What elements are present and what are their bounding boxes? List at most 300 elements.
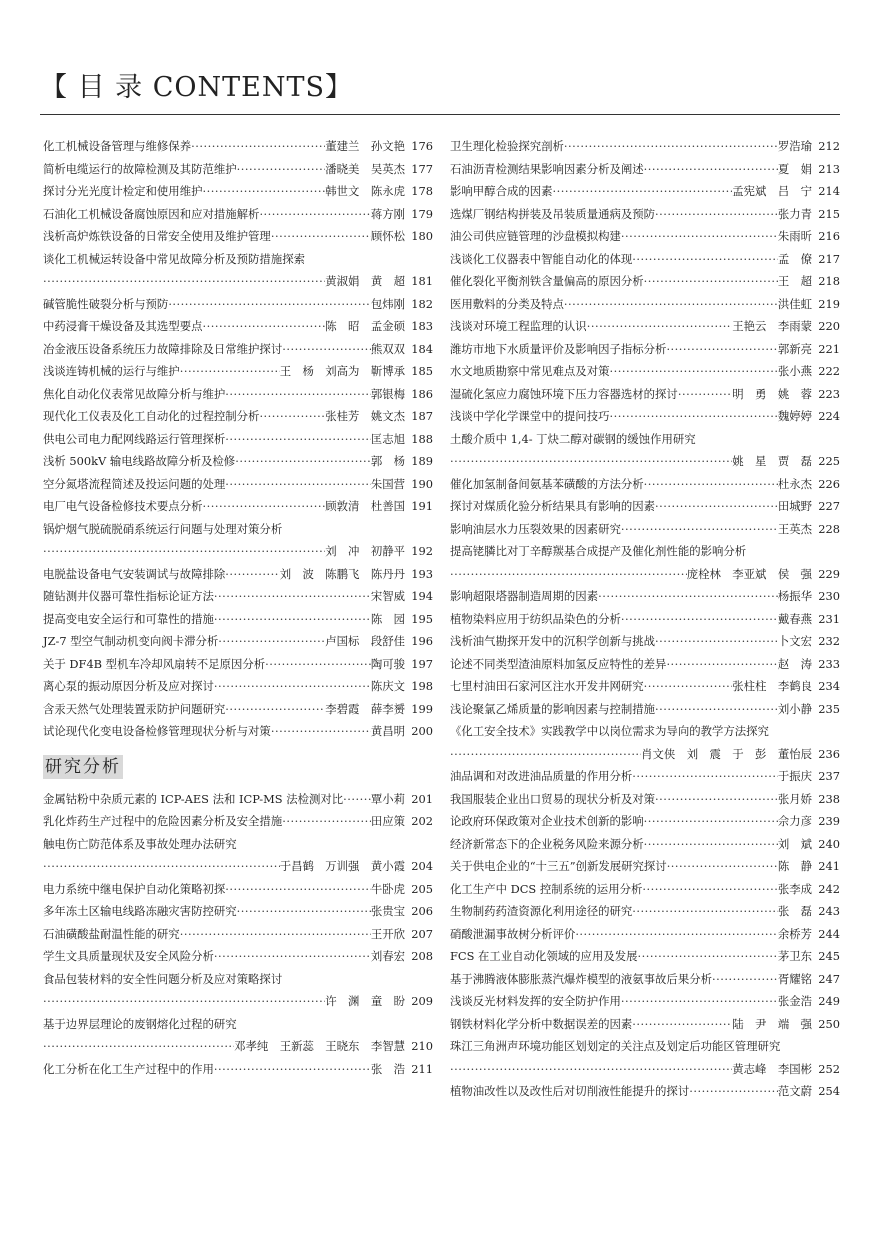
toc-header [40, 68, 840, 108]
entry-authors: 茅卫东 [777, 949, 812, 963]
entry-title: 探讨分光光度计检定和使用维护 [43, 184, 203, 198]
toc-entry [450, 180, 840, 203]
leader-dots [655, 203, 778, 226]
entry-title: 论述不同类型渣油原料加氢反应特性的差异 [450, 656, 667, 671]
entry-authors: 朱国营 [370, 476, 405, 491]
leader-dots [202, 180, 325, 203]
entry-title: 试论现代化变电设备检修管理现状分析与对策 [43, 724, 271, 738]
entry-page-number: 220 [818, 319, 840, 333]
entry-authors: 于昌鹤 万训强 黄小霞 [279, 859, 405, 873]
toc-entry [43, 180, 433, 203]
entry-title: FCS 在工业自动化领域的应用及发展 [450, 949, 638, 963]
entry-title: 医用敷料的分类及特点 [450, 296, 564, 311]
toc-entry-row [43, 923, 433, 946]
leader-dots [678, 383, 732, 406]
entry-page-number: 239 [818, 814, 840, 828]
leader-dots [450, 450, 732, 473]
entry-authors: 郭银梅 [370, 386, 405, 401]
toc-entry-row [450, 968, 840, 991]
toc-entry-row [450, 248, 840, 271]
toc-entry [450, 293, 840, 316]
entry-authors: 于振庆 [777, 769, 812, 783]
entry-authors: 魏婷婷 [777, 409, 812, 423]
toc-entry-row [43, 248, 433, 271]
leader-dots [642, 878, 777, 901]
entry-authors: 刘春宏 [370, 949, 405, 963]
entry-page-number: 241 [818, 859, 840, 873]
leader-dots [214, 1058, 371, 1081]
toc-entry [450, 428, 840, 451]
leader-dots [689, 1080, 778, 1103]
leader-dots [644, 675, 733, 698]
entry-page-number: 205 [411, 881, 433, 896]
leader-dots [271, 720, 371, 743]
leader-dots [655, 630, 778, 653]
leader-dots [237, 900, 371, 923]
toc-entry-row [450, 180, 840, 203]
entry-title: 化工分析在化工生产过程中的作用 [43, 1061, 214, 1076]
entry-page-number: 194 [411, 589, 433, 603]
entry-authors: 王开欣 [370, 926, 405, 941]
toc-entry [43, 135, 433, 158]
leader-dots [644, 473, 778, 496]
toc-entry [43, 878, 433, 901]
toc-entry [450, 608, 840, 631]
entry-page-number: 223 [818, 386, 840, 401]
leader-dots [202, 495, 325, 518]
entry-title: 焦化自动化仪表常见故障分析与维护 [43, 386, 226, 401]
entry-page-number: 182 [411, 296, 433, 311]
leader-dots [214, 585, 371, 608]
toc-entry [450, 473, 840, 496]
entry-page-number: 211 [411, 1061, 433, 1076]
toc-entry-row [450, 360, 840, 383]
entry-authors: 田应策 [370, 814, 405, 828]
entry-page-number: 178 [411, 184, 433, 198]
entry-authors: 张月娇 [777, 791, 812, 806]
entry-authors: 罗浩瑜 [777, 139, 812, 153]
toc-entry [43, 338, 433, 361]
entry-authors: 郭新亮 [777, 341, 812, 356]
leader-dots [621, 990, 778, 1013]
entry-authors: 赵 涛 [777, 656, 812, 671]
toc-entry [43, 1013, 433, 1036]
toc-entry [43, 585, 433, 608]
leader-dots [43, 855, 280, 878]
entry-page-number: 240 [818, 836, 840, 851]
entry-authors: 张力青 [777, 206, 812, 221]
entry-title: 钢铁材料化学分析中数据误差的因素 [450, 1016, 633, 1031]
toc-entry-row [43, 720, 433, 743]
toc-entry [43, 945, 433, 968]
entry-title: 影响超限塔器制造周期的因素 [450, 589, 599, 603]
toc-entry [43, 405, 433, 428]
toc-entry-row [450, 630, 840, 653]
toc-entry-row [43, 833, 433, 856]
entry-title: 食品包装材料的安全性问题分析及应对策略探讨 [43, 971, 283, 986]
toc-entry-row [43, 405, 433, 428]
entry-page-number: 231 [818, 611, 840, 626]
entry-page-number: 236 [818, 746, 840, 761]
toc-entry [43, 968, 433, 991]
leader-dots [235, 450, 371, 473]
leader-dots [214, 945, 371, 968]
toc-entry-row [43, 990, 433, 1013]
toc-column-right [450, 135, 840, 1103]
toc-entry-row [450, 743, 840, 766]
entry-page-number: 212 [818, 139, 840, 153]
entry-title: 化工生产中 DCS 控制系统的运用分析 [450, 881, 643, 896]
leader-dots [237, 158, 326, 181]
toc-entry [450, 810, 840, 833]
toc-entry [450, 900, 840, 923]
toc-entry-row [43, 158, 433, 181]
entry-authors: 范文蔚 [777, 1084, 812, 1098]
entry-page-number: 234 [818, 679, 840, 693]
leader-dots [655, 788, 778, 811]
toc-entry-row [43, 1035, 433, 1058]
leader-dots [343, 788, 371, 811]
entry-authors: 杜永杰 [777, 476, 812, 491]
entry-title: 基于沸腾液体膨胀蒸汽爆炸模型的液氨事故后果分析 [450, 971, 712, 986]
toc-entry [43, 720, 433, 743]
entry-title: 土酸介质中 1,4- 丁炔二醇对碳钢的缓蚀作用研究 [450, 431, 696, 446]
toc-entry-row [450, 810, 840, 833]
toc-entry-row [450, 833, 840, 856]
toc-entry [43, 360, 433, 383]
leader-dots [644, 158, 778, 181]
entry-page-number: 210 [411, 1039, 433, 1053]
entry-page-number: 183 [411, 319, 433, 333]
entry-title: 七里村油田石家河区注水开发井网研究 [450, 679, 644, 693]
toc-entry [450, 1013, 840, 1036]
toc-entry-row [450, 1058, 840, 1081]
entry-title: 多年冻土区输电线路冻融灾害防控研究 [43, 904, 237, 918]
toc-entry [43, 810, 433, 833]
leader-dots [450, 563, 687, 586]
toc-entry [450, 743, 840, 766]
toc-entry-row [43, 495, 433, 518]
toc-entry [450, 248, 840, 271]
entry-page-number: 189 [411, 454, 433, 468]
toc-entry [43, 270, 433, 293]
entry-title: 珠江三角洲声环境功能区划划定的关注点及划定后功能区管理研究 [450, 1039, 781, 1053]
toc-entry [450, 968, 840, 991]
entry-page-number: 224 [818, 409, 840, 423]
toc-entry-row [450, 225, 840, 248]
toc-entry-row [43, 360, 433, 383]
toc-entry [43, 1035, 433, 1058]
entry-title: 浅谈反光材料发挥的安全防护作用 [450, 994, 621, 1008]
toc-entry-row [450, 428, 840, 451]
leader-dots [180, 923, 371, 946]
toc-entry [450, 338, 840, 361]
entry-title: 提高变电安全运行和可靠性的措施 [43, 611, 214, 626]
entry-authors: 余桥芳 [777, 926, 812, 941]
entry-page-number: 242 [818, 881, 840, 896]
entry-authors: 朱雨昕 [777, 229, 812, 243]
toc-entry-row [43, 675, 433, 698]
entry-authors: 王 杨 刘高为 靳博承 [279, 364, 405, 378]
toc-entry-row [43, 518, 433, 541]
toc-entry-row [43, 293, 433, 316]
toc-entry-row [43, 450, 433, 473]
entry-page-number: 176 [411, 139, 433, 153]
entry-title: 催化裂化平衡剂铁含量偏高的原因分析 [450, 274, 644, 288]
entry-page-number: 219 [818, 296, 840, 311]
entry-page-number: 218 [818, 274, 840, 288]
leader-dots [225, 383, 371, 406]
toc-entry-row [450, 720, 840, 743]
entry-authors: 黄昌明 [370, 724, 405, 738]
toc-entry-row [43, 563, 433, 586]
toc-entry [450, 1058, 840, 1081]
entry-authors: 明 勇 姚 蓉 [732, 386, 812, 401]
entry-authors: 黄淑娟 黄 超 [325, 274, 405, 288]
toc-entry-row [450, 675, 840, 698]
entry-authors: 肖文侠 刘 震 于 彭 董怡辰 [641, 746, 812, 761]
toc-entry [43, 518, 433, 541]
leader-dots [282, 338, 371, 361]
toc-entry [450, 563, 840, 586]
entry-authors: 杨振华 [777, 589, 812, 603]
entry-page-number: 243 [818, 904, 840, 918]
entry-title: 我国服装企业出口贸易的现状分析及对策 [450, 791, 656, 806]
toc-entry [43, 495, 433, 518]
toc-entry-row [43, 788, 433, 811]
entry-page-number: 214 [818, 184, 840, 198]
entry-title: 浅谈连铸机械的运行与维护 [43, 364, 180, 378]
entry-title: 石油沥青检测结果影响因素分析及阐述 [450, 161, 644, 176]
entry-page-number: 179 [411, 206, 433, 221]
toc-entry [450, 518, 840, 541]
entry-authors: 张桂芳 姚文杰 [325, 409, 405, 423]
leader-dots [644, 270, 778, 293]
leader-dots [259, 405, 325, 428]
entry-authors: 蒋方刚 [370, 206, 405, 221]
toc-entry-row [450, 293, 840, 316]
entry-title: 提高铑膦比对丁辛醇羰基合成提产及催化剂性能的影响分析 [450, 544, 747, 558]
entry-title: 电厂电气设备检修技术要点分析 [43, 499, 203, 513]
toc-entry [450, 158, 840, 181]
entry-authors: 匡志旭 [370, 431, 405, 446]
entry-page-number: 196 [411, 634, 433, 648]
toc-entry-row [43, 180, 433, 203]
toc-entry-row [450, 900, 840, 923]
entry-authors: 韩世文 陈永虎 [325, 184, 405, 198]
entry-page-number: 201 [411, 791, 433, 806]
entry-authors: 李碧霞 薛李赟 [325, 701, 405, 716]
entry-authors: 黄志峰 李国彬 [732, 1061, 812, 1076]
toc-entry-row [450, 945, 840, 968]
toc-entry [450, 675, 840, 698]
toc-entry-row [43, 473, 433, 496]
entry-page-number: 208 [411, 949, 433, 963]
entry-title: 潍坊市地下水质量评价及影响因子指标分析 [450, 341, 667, 356]
entry-title: 谈化工机械运转设备中常见故障分析及预防措施探索 [43, 251, 305, 266]
entry-authors: 陆 尹 端 强 [732, 1016, 812, 1031]
entry-title: 离心泵的振动原因分析及应对探讨 [43, 679, 214, 693]
leader-dots [450, 743, 641, 766]
entry-title: 浅论聚氯乙烯质量的影响因素与控制措施 [450, 701, 656, 716]
leader-dots [43, 990, 325, 1013]
entry-title: 简析电缆运行的故障检测及其防范维护 [43, 161, 237, 176]
toc-entry-row [450, 383, 840, 406]
leader-dots [632, 765, 778, 788]
toc-entry [43, 540, 433, 563]
toc-entry-row [43, 608, 433, 631]
toc-entry-row [450, 1035, 840, 1058]
leader-dots [632, 900, 778, 923]
entry-page-number: 202 [411, 814, 433, 828]
toc-entry-row [43, 383, 433, 406]
toc-entry-row [43, 653, 433, 676]
entry-page-number: 198 [411, 679, 433, 693]
leader-dots [214, 675, 371, 698]
entry-authors: 顾怀松 [370, 229, 405, 243]
entry-authors: 洪佳虹 [777, 296, 812, 311]
entry-page-number: 237 [818, 769, 840, 783]
toc-entry-row [450, 518, 840, 541]
toc-entry-row [43, 585, 433, 608]
leader-dots [655, 495, 778, 518]
entry-authors: 佘力彦 [777, 814, 812, 828]
entry-title: 探讨对煤质化验分析结果具有影响的因素 [450, 499, 656, 513]
toc-entry [43, 563, 433, 586]
toc-entry-row [450, 698, 840, 721]
toc-entry [450, 203, 840, 226]
entry-page-number: 217 [818, 251, 840, 266]
entry-authors: 孟宪斌 吕 宁 [732, 184, 812, 198]
entry-page-number: 215 [818, 206, 840, 221]
leader-dots [282, 810, 371, 833]
leader-dots [180, 360, 280, 383]
toc-entry-row [43, 1058, 433, 1081]
toc-entry [43, 675, 433, 698]
entry-authors: 刘 波 陈鹏飞 陈丹丹 [279, 566, 405, 581]
toc-entry-row [450, 585, 840, 608]
entry-page-number: 228 [818, 521, 840, 536]
entry-title: 基于边界层理论的废钢熔化过程的研究 [43, 1016, 237, 1031]
entry-title: 石油磺酸盐耐温性能的研究 [43, 926, 180, 941]
toc-entry [43, 653, 433, 676]
toc-entry [450, 383, 840, 406]
entry-title: 供电公司电力配网线路运行管理探析 [43, 431, 226, 446]
leader-dots [553, 180, 733, 203]
leader-dots [564, 293, 778, 316]
entry-title: 含汞天然气处理装置汞防护问题研究 [43, 701, 226, 716]
toc-entry-row [43, 1013, 433, 1036]
entry-authors: 王英杰 [777, 521, 812, 536]
leader-dots [450, 1058, 732, 1081]
leader-dots [644, 833, 778, 856]
toc-entry [450, 450, 840, 473]
toc-entry [450, 945, 840, 968]
entry-title: 浅析高炉炼铁设备的日常安全使用及维护管理 [43, 229, 271, 243]
entry-page-number: 187 [411, 409, 433, 423]
toc-entry-row [450, 405, 840, 428]
toc-entry [450, 788, 840, 811]
entry-title: 随钻测井仪器可靠性指标论证方法 [43, 589, 214, 603]
entry-authors: 庞栓林 李亚斌 侯 强 [686, 566, 812, 581]
toc-entry [43, 473, 433, 496]
entry-title: 空分氮塔流程简述及投运问题的处理 [43, 476, 226, 491]
leader-dots [609, 405, 777, 428]
entry-page-number: 250 [818, 1016, 840, 1031]
leader-dots [621, 518, 778, 541]
entry-authors: 许 渊 童 盼 [325, 994, 405, 1008]
entry-page-number: 247 [818, 971, 840, 986]
entry-title: 影响油层水力压裂效果的因素研究 [450, 521, 621, 536]
entry-title: 浅析油气勘探开发中的沉积学创新与挑战 [450, 634, 656, 648]
leader-dots [225, 698, 325, 721]
entry-authors: 张 磊 [777, 904, 812, 918]
entry-authors: 陈 昭 孟金硕 [325, 319, 405, 333]
toc-entry [43, 608, 433, 631]
entry-page-number: 238 [818, 791, 840, 806]
entry-page-number: 232 [818, 634, 840, 648]
entry-page-number: 222 [818, 364, 840, 378]
toc-entry [450, 315, 840, 338]
toc-entry [450, 990, 840, 1013]
entry-page-number: 252 [818, 1061, 840, 1076]
entry-page-number: 213 [818, 161, 840, 176]
toc-column-left [43, 135, 433, 1080]
entry-title: 卫生理化检验探究剖析 [450, 139, 564, 153]
entry-page-number: 185 [411, 364, 433, 378]
leader-dots [621, 225, 778, 248]
toc-entry [43, 450, 433, 473]
entry-title: 浅析 500kV 输电线路故障分析及检修 [43, 454, 236, 468]
leader-dots [667, 855, 778, 878]
toc-entry [450, 585, 840, 608]
entry-authors: 宋智威 [370, 589, 405, 603]
entry-authors: 王艳云 李雨蒙 [732, 319, 812, 333]
toc-entry-row [450, 788, 840, 811]
toc-entry [43, 855, 433, 878]
toc-entry [450, 923, 840, 946]
toc-entry [450, 360, 840, 383]
entry-page-number: 235 [818, 701, 840, 716]
header-rule [40, 114, 840, 115]
entry-page-number: 195 [411, 611, 433, 626]
toc-entry [450, 1080, 840, 1103]
entry-page-number: 180 [411, 229, 433, 243]
leader-dots [225, 428, 371, 451]
entry-title: JZ-7 型空气制动机变向阀卡滞分析 [43, 634, 219, 648]
entry-title: 催化加氢制备间氨基苯磺酸的方法分析 [450, 476, 644, 491]
leader-dots [587, 315, 733, 338]
toc-entry-row [43, 945, 433, 968]
toc-title: 【 目 录 CONTENTS】 [40, 72, 354, 103]
toc-entry-row [450, 563, 840, 586]
leader-dots [218, 630, 325, 653]
entry-authors: 张贵宝 [370, 904, 405, 918]
entry-page-number: 190 [411, 476, 433, 491]
entry-title: 电力系统中继电保护自动化策略初探 [43, 881, 226, 896]
toc-entry-row [450, 653, 840, 676]
entry-page-number: 229 [818, 566, 840, 581]
leader-dots [666, 653, 777, 676]
section-research-analysis [43, 743, 433, 788]
entry-page-number: 249 [818, 994, 840, 1008]
leader-dots [609, 360, 777, 383]
entry-title: 现代化工仪表及化工自动化的过程控制分析 [43, 409, 260, 423]
entry-title: 触电伤亡防范体系及事故处理办法研究 [43, 836, 237, 851]
toc-entry-row [43, 855, 433, 878]
toc-entry [43, 203, 433, 226]
entry-authors: 郭 杨 [370, 454, 405, 468]
